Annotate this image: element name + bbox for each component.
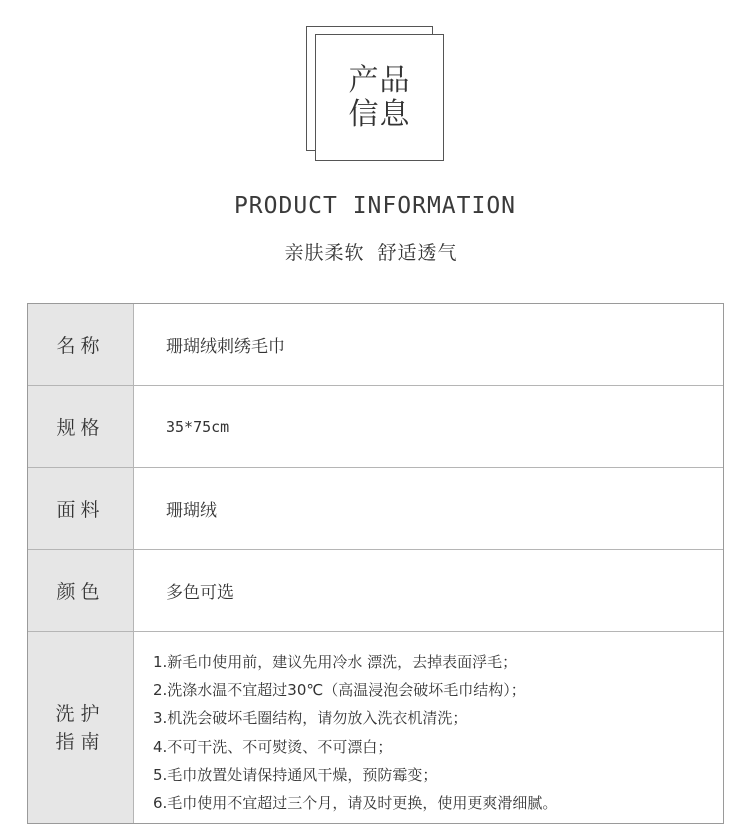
badge-line-1: 产品 <box>348 62 411 98</box>
table-row-fabric <box>28 468 723 550</box>
badge-title <box>315 34 444 161</box>
english-subtitle: PRODUCT INFORMATION <box>233 193 517 219</box>
care-label-line-2: 指南 <box>55 730 106 753</box>
row-label: 颜色 <box>28 550 134 631</box>
row-value: 珊瑚绒刺绣毛巾 <box>166 337 285 357</box>
product-info-badge <box>306 26 444 162</box>
row-label: 名称 <box>28 304 134 385</box>
care-label-line-1: 洗护 <box>55 702 106 725</box>
table-row-name <box>28 304 723 386</box>
row-value: 珊瑚绒 <box>166 501 217 521</box>
row-value: 多色可选 <box>166 583 234 603</box>
product-info-table <box>27 303 724 824</box>
row-value: 35*75cm <box>166 417 230 436</box>
slogan: 亲肤柔软 舒适透气 <box>284 242 458 264</box>
row-label: 规格 <box>28 386 134 467</box>
care-instructions-list <box>134 632 723 823</box>
table-row-size <box>28 386 723 468</box>
care-instruction: 1.新毛巾使用前，建议先用冷水 漂洗，去掉表面浮毛； <box>153 653 518 671</box>
care-instruction: 3.机洗会破坏毛圈结构，请勿放入洗衣机清洗； <box>153 709 468 728</box>
care-instruction: 2.洗涤水温不宜超过30℃（高温浸泡会破坏毛巾结构）； <box>153 681 526 700</box>
table-row-care-guide <box>28 632 723 823</box>
row-label: 面料 <box>28 468 134 549</box>
care-instruction: 4.不可干洗、不可熨烫、不可漂白； <box>153 737 393 756</box>
care-instruction: 6.毛巾使用不宜超过三个月，请及时更换，使用更爽滑细腻。 <box>153 794 558 813</box>
table-row-color <box>28 550 723 632</box>
care-instruction: 5.毛巾放置处请保持通风干燥，预防霉变； <box>153 765 438 784</box>
care-guide-label <box>28 632 134 823</box>
badge-line-2: 信息 <box>348 96 411 132</box>
